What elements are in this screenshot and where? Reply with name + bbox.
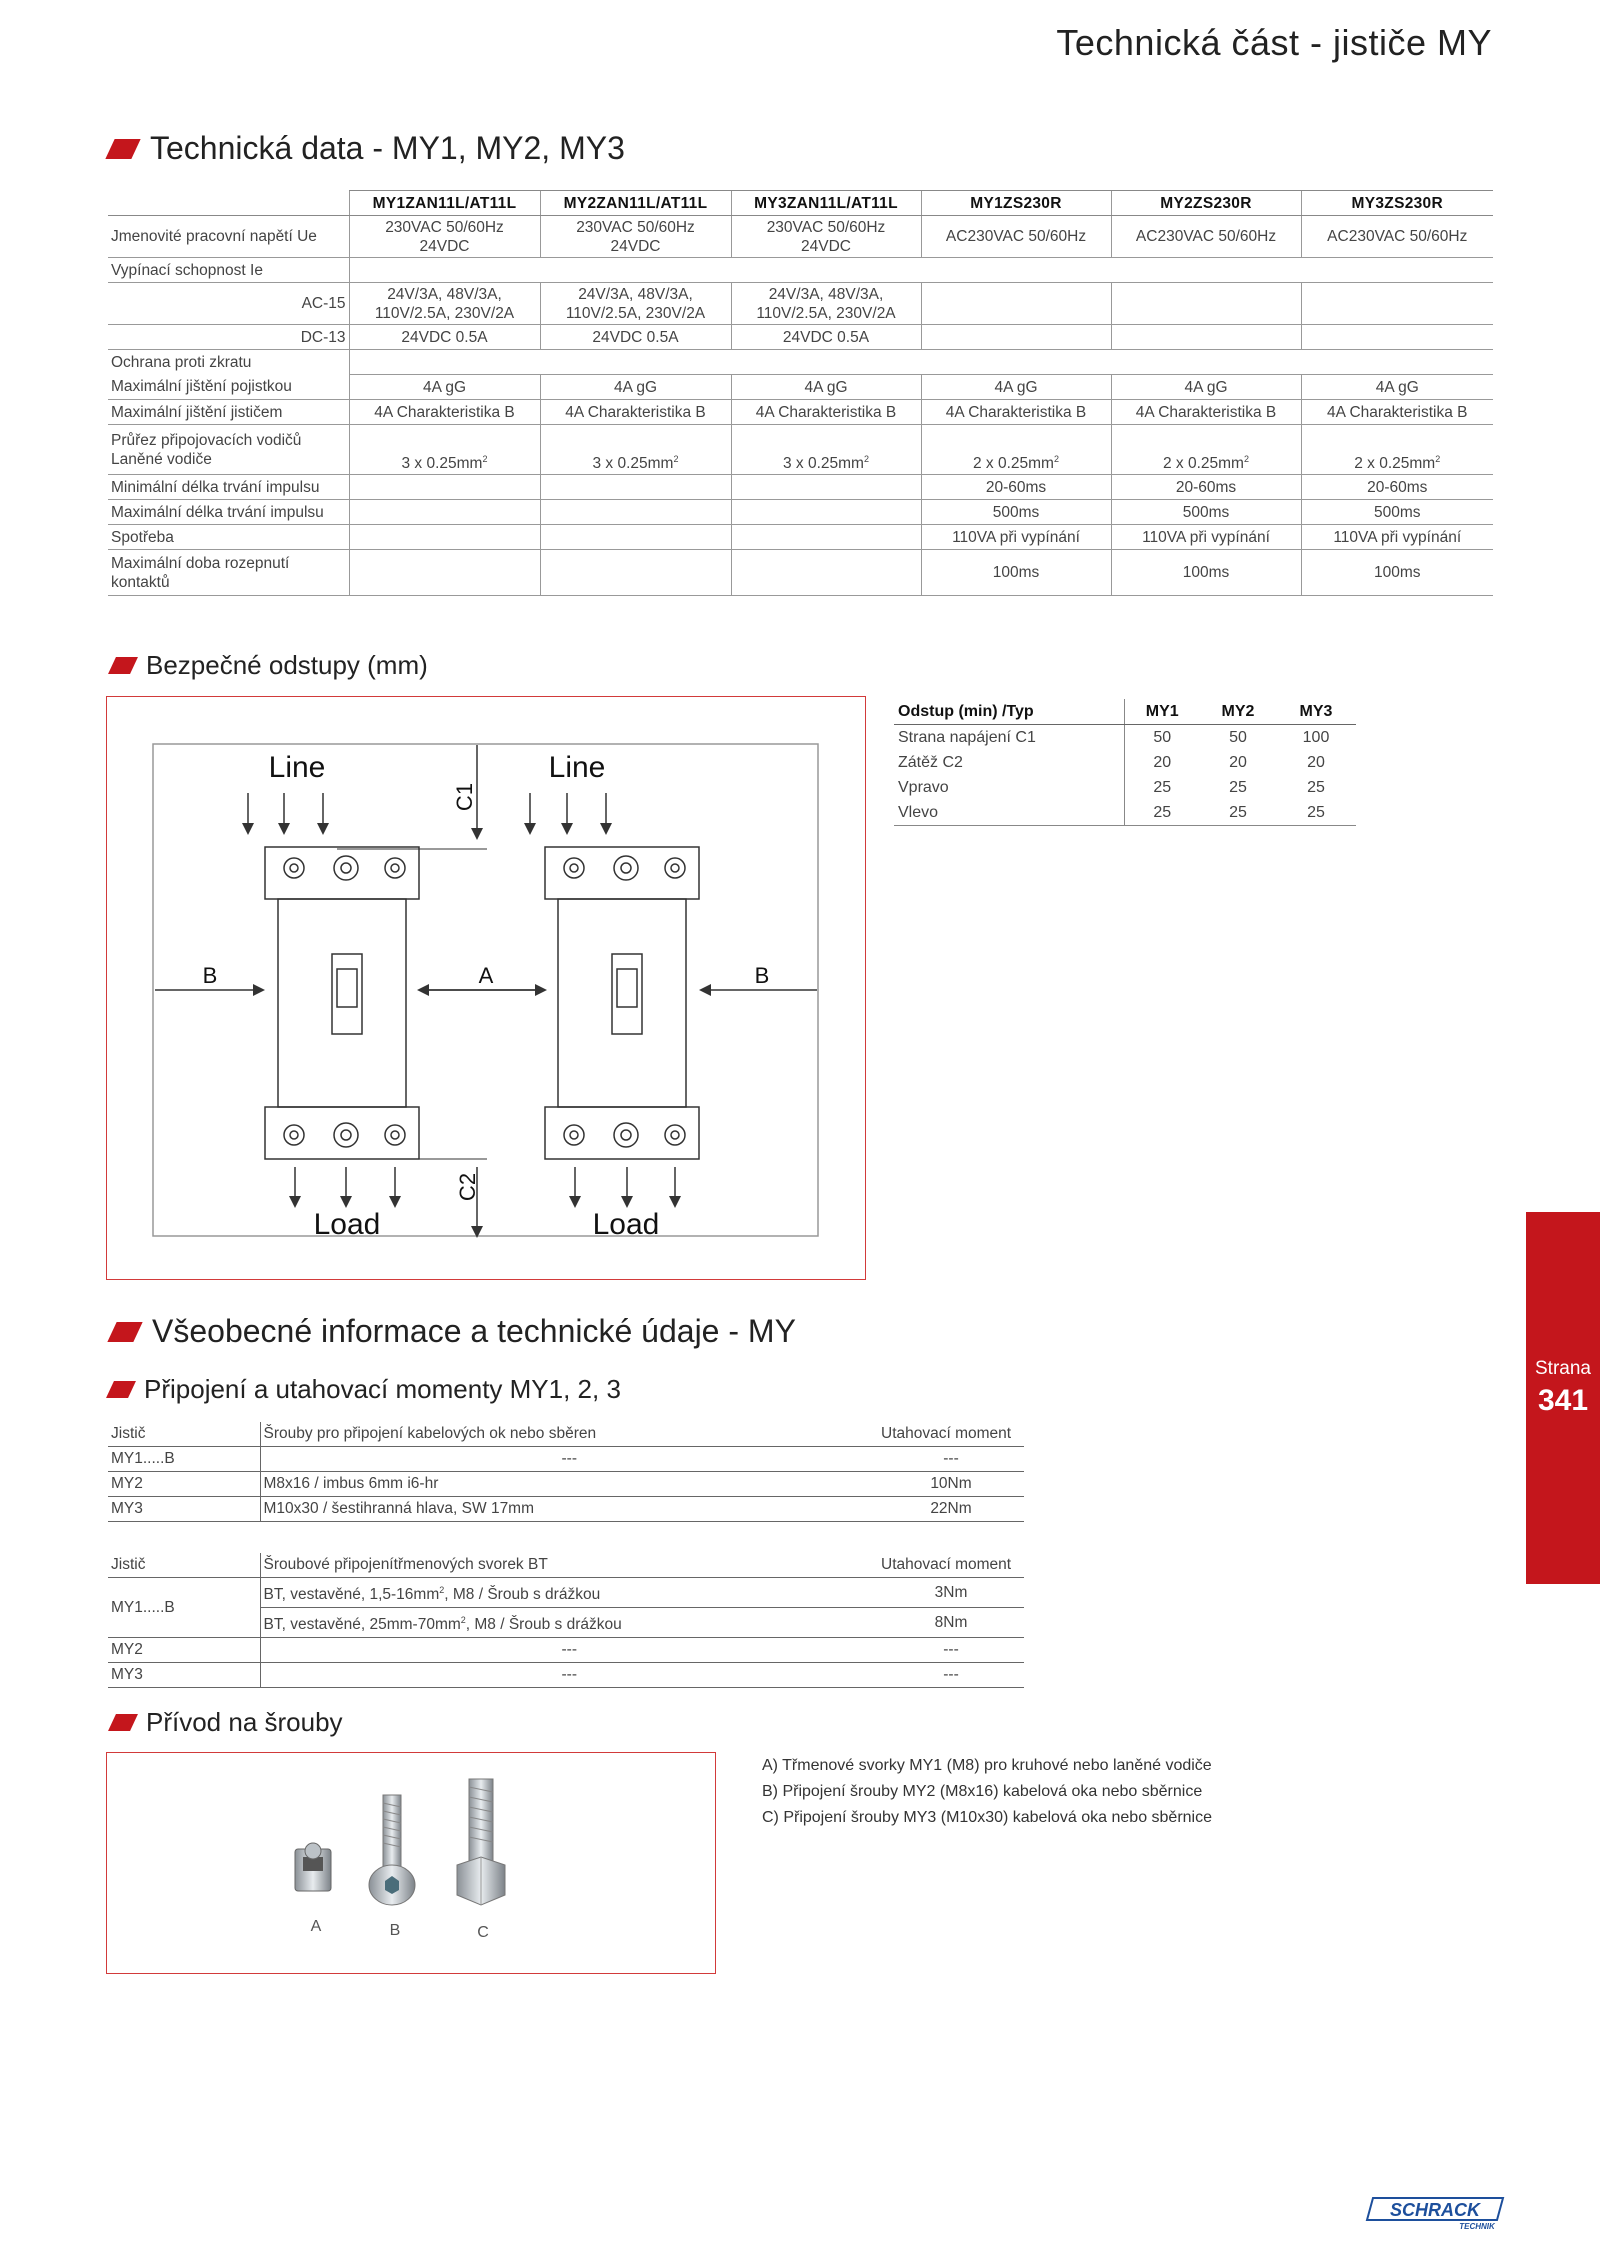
a-label: A [478,963,494,988]
screw-legend [762,1753,1212,1831]
schrack-logo [1365,2196,1505,2232]
table-row: BT, vestavěné, $25mm-70mm^2$, M8 / Šroub s drážkou 8Nm [108,1608,1024,1638]
hex-bolt-icon [457,1779,505,1905]
table-row: Maximální jištění jističem 4A Charakteristika B 4A Charakteristika B 4A Charakteristika B 4A Charakteristika B 4A Charakteristika B 4A Charakteristika B [108,400,1493,425]
section-heading-technical-data [110,130,625,167]
table-row: Zátěž C2 20 20 20 [894,750,1356,775]
table-row: MY2 M8x16 / imbus 6mm i6-hr 10Nm [108,1472,1024,1497]
table-header-row: Jistič Šrouby pro připojení kabelových ok nebo sběren Utahovací moment [108,1422,1024,1447]
table-row: Maximální jištění pojistkou 4A gG 4A gG 4A gG 4A gG 4A gG 4A gG [108,375,1493,400]
technical-data-table [108,190,1493,596]
section-heading-general-info: Všeobecné informace a technické údaje - MY [112,1313,796,1350]
b-label-left: B [202,963,218,988]
page-number: 341 [1537,1384,1589,1417]
table-header-row: Odstup (min) /Typ MY1 MY2 MY3 [894,699,1356,725]
table-row: MY1.....B --- --- [108,1447,1024,1472]
section-marker-icon [105,139,140,159]
section-heading-text: Technická data - MY1, MY2, MY3 [150,130,625,166]
safe-distance-diagram-frame [106,696,866,1280]
table-row: MY1.....B BT, vestavěné, $1,5-16mm^2$, M8 / Šroub s drážkou 3Nm [108,1578,1024,1608]
line-label-left: Line [268,751,326,784]
legend-item: B) Připojení šrouby MY2 (M8x16) kabelová oka nebo sběrnice [762,1783,1203,1800]
c1-label: C1 [452,782,477,812]
table-row: MY3 M10x30 / šestihranná hlava, SW 17mm 22Nm [108,1497,1024,1522]
table-row: MY2 --- --- [108,1638,1024,1663]
b-label-right: B [754,963,770,988]
table-row: Minimální délka trvání impulsu 20-60ms 20-60ms 20-60ms [108,475,1493,500]
torque-table-1 [108,1422,1024,1522]
breaker-clearance-diagram [107,697,865,1279]
table-row: Spotřeba 110VA při vypínání 110VA při vypínání 110VA při vypínání [108,525,1493,550]
screw-types-illustration [107,1753,715,1973]
table-row: Ochrana proti zkratu [108,350,1493,375]
section-marker-icon [108,657,138,674]
table-row: AC-15 24V/3A, 48V/3A, 110V/2.5A, 230V/2A 24V/3A, 48V/3A, 110V/2.5A, 230V/2A 24V/3A, 48V/3A, 110V/2.5A, 230V/2A [108,283,1493,325]
table-row: Strana napájení C1 50 50 100 [894,725,1356,751]
label-b: B [389,1922,401,1939]
table-header-row: Jistič Šroubové připojenítřmenových svorek BT Utahovací moment [108,1553,1024,1578]
section-marker-icon [106,1381,136,1398]
column-header: MY2ZS230R [1111,191,1301,216]
torque-table-2 [108,1553,1024,1688]
page-title: Technická část - jističe MY [1056,22,1492,63]
svg-text:SCHRACK: SCHRACK [1390,2200,1480,2220]
section-marker-icon [107,1322,142,1342]
table-row: Vypínací schopnost Ie [108,258,1493,283]
svg-text:TECHNIK: TECHNIK [1459,2222,1495,2231]
clamp-terminal-icon [295,1843,331,1891]
column-header: MY1ZAN11L/AT11L [349,191,540,216]
screw-photo-frame [106,1752,716,1974]
label-a: A [310,1918,322,1935]
table-row: Maximální délka trvání impulsu 500ms 500ms 500ms [108,500,1493,525]
page-label: Strana [1535,1358,1591,1379]
column-header: MY3ZS230R [1301,191,1493,216]
page-number-tab [1526,1212,1600,1584]
column-header: MY1ZS230R [921,191,1111,216]
c2-label: C2 [455,1172,480,1202]
table-row: MY3 --- --- [108,1663,1024,1688]
legend-item: C) Připojení šrouby MY3 (M10x30) kabelová oka nebo sběrnice [762,1809,1213,1826]
section-heading-screw-feed: Přívod na šrouby [112,1707,343,1738]
column-header: MY2ZAN11L/AT11L [540,191,731,216]
table-row: DC-13 24VDC 0.5A 24VDC 0.5A 24VDC 0.5A [108,325,1493,350]
table-row: Maximální doba rozepnutí kontaktů 100ms 100ms 100ms [108,550,1493,596]
breaker-right [545,847,699,1159]
allen-screw-icon [369,1795,415,1905]
table-row: Vlevo 25 25 25 [894,800,1356,826]
load-label-right: Load [592,1208,660,1241]
table-row: Jmenovité pracovní napětí Ue 230VAC 50/60Hz 24VDC 230VAC 50/60Hz 24VDC 230VAC 50/60Hz 24VDC AC230VAC 50/60Hz AC230VAC 50/60Hz AC230VAC 50/60Hz [108,216,1493,258]
breaker-left [265,847,419,1159]
load-label-left: Load [313,1208,381,1241]
section-heading-safe-distances: Bezpečné odstupy (mm) [112,650,428,681]
table-header-row [108,191,1493,216]
label-c: C [477,1924,489,1941]
table-row: Vpravo 25 25 25 [894,775,1356,800]
table-row: Průřez připojovacích vodičů Laněné vodiče 3 x $0.25mm^2$ 3 x $0.25mm^2$ 3 x $0.25mm^2$ 2 x $0.25mm^2$ 2 x $0.25mm^2$ 2 x $0.25mm^2$ [108,425,1493,475]
legend-item: A) Třmenové svorky MY1 (M8) pro kruhové nebo laněné vodiče [762,1757,1212,1774]
clearance-table [894,699,1356,826]
column-header: MY3ZAN11L/AT11L [731,191,921,216]
line-label-right: Line [548,751,606,784]
section-marker-icon [108,1714,138,1731]
subsection-heading-torque: Připojení a utahovací momenty MY1, 2, 3 [110,1374,621,1405]
